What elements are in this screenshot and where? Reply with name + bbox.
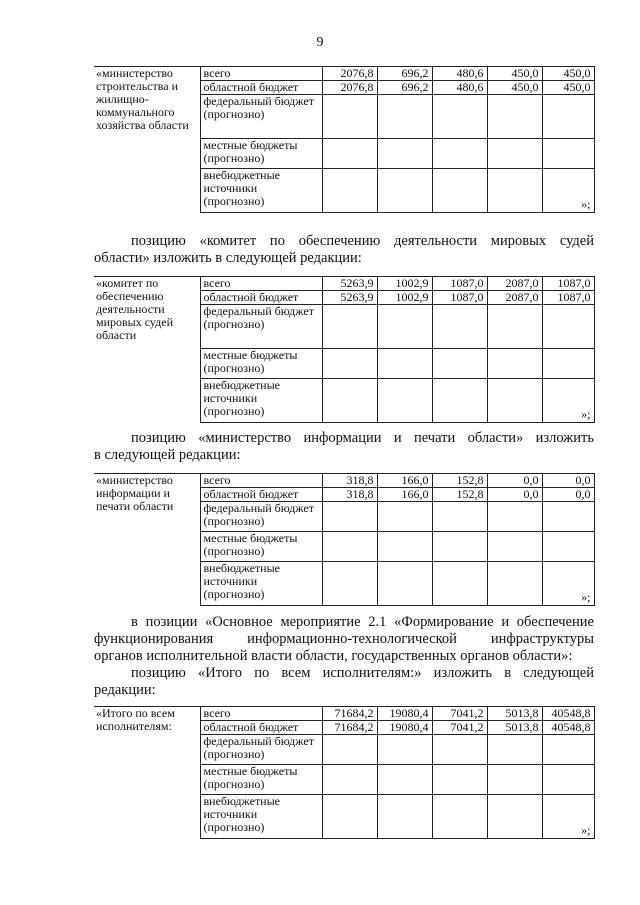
amount-cell — [432, 765, 487, 795]
funding-source-label: всего — [200, 67, 322, 81]
amount-cell — [322, 795, 377, 839]
amount-cell: 1087,0 — [542, 277, 594, 291]
amount-cell — [432, 795, 487, 839]
table-row — [94, 277, 594, 291]
paragraph-line — [94, 665, 594, 682]
paragraph-text: в позиции «Основное мероприятие 2.1 «Формирование и обеспечение — [131, 614, 594, 630]
paragraph-line: редакции: — [94, 682, 156, 698]
amount-cell: 166,0 — [377, 488, 432, 502]
amount-cell — [542, 532, 594, 562]
amount-cell — [542, 735, 594, 765]
closing-quote: »; — [581, 823, 591, 837]
amount-cell: 40548,8 — [542, 707, 594, 721]
funding-source-label: местные бюджеты (прогнозно) — [200, 139, 322, 169]
amount-cell: 7041,2 — [432, 707, 487, 721]
amount-cell: 2076,8 — [322, 67, 377, 81]
closing-quote: »; — [581, 590, 591, 604]
closing-quote: »; — [581, 407, 591, 421]
amount-cell — [487, 349, 542, 379]
amount-cell: 152,8 — [432, 474, 487, 488]
amount-cell — [487, 735, 542, 765]
funding-source-label: внебюджетные источники (прогнозно) — [200, 379, 322, 423]
amount-cell — [487, 305, 542, 349]
amount-cell — [432, 349, 487, 379]
amount-cell: 2076,8 — [322, 81, 377, 95]
budget-table-total — [94, 706, 595, 839]
funding-source-label: областной бюджет — [200, 81, 322, 95]
amount-cell: 1087,0 — [432, 291, 487, 305]
closing-quote: »; — [581, 197, 591, 211]
amount-cell: 450,0 — [542, 81, 594, 95]
amount-cell: 152,8 — [432, 488, 487, 502]
amount-cell: 0,0 — [542, 474, 594, 488]
amount-cell — [377, 305, 432, 349]
funding-source-label: внебюджетные источники (прогнозно) — [200, 795, 322, 839]
funding-source-label: областной бюджет — [200, 721, 322, 735]
amount-cell — [487, 502, 542, 532]
amount-cell — [322, 532, 377, 562]
paragraph-line: в следующей редакции: — [94, 447, 241, 463]
paragraph-judges-intro — [94, 233, 594, 267]
amount-cell — [377, 379, 432, 423]
amount-cell: 71684,2 — [322, 707, 377, 721]
amount-cell — [322, 169, 377, 213]
amount-cell — [377, 765, 432, 795]
table-row — [94, 707, 594, 721]
amount-cell: 166,0 — [377, 474, 432, 488]
funding-source-label: внебюджетные источники (прогнозно) — [200, 562, 322, 606]
paragraph-main-activity — [94, 614, 594, 665]
amount-cell — [322, 735, 377, 765]
amount-cell — [487, 95, 542, 139]
amount-cell — [322, 765, 377, 795]
amount-cell — [542, 169, 594, 213]
amount-cell — [377, 169, 432, 213]
amount-cell — [322, 349, 377, 379]
amount-cell: 5263,9 — [322, 277, 377, 291]
funding-source-label: федеральный бюджет (прогнозно) — [200, 305, 322, 349]
paragraph-text: позицию «министерство информации и печати области» изложить — [131, 430, 594, 446]
amount-cell: 19080,4 — [377, 707, 432, 721]
amount-cell — [322, 502, 377, 532]
table-row — [94, 474, 594, 488]
amount-cell — [432, 139, 487, 169]
amount-cell — [487, 379, 542, 423]
amount-cell — [542, 765, 594, 795]
amount-cell — [487, 562, 542, 606]
budget-table-information — [94, 473, 595, 606]
amount-cell — [487, 139, 542, 169]
paragraph-text: позицию «комитет по обеспечению деятельности мировых судей — [131, 233, 594, 249]
amount-cell: 0,0 — [487, 474, 542, 488]
amount-cell: 2087,0 — [487, 277, 542, 291]
budget-table-judges — [94, 276, 595, 423]
amount-cell — [377, 95, 432, 139]
amount-cell — [432, 532, 487, 562]
amount-cell — [542, 139, 594, 169]
amount-cell: 318,8 — [322, 474, 377, 488]
amount-cell — [377, 139, 432, 169]
amount-cell — [377, 735, 432, 765]
amount-cell: 450,0 — [487, 67, 542, 81]
amount-cell: 450,0 — [542, 67, 594, 81]
amount-cell — [322, 562, 377, 606]
amount-cell: 318,8 — [322, 488, 377, 502]
amount-cell — [432, 169, 487, 213]
amount-cell — [487, 765, 542, 795]
amount-cell — [487, 169, 542, 213]
paragraph-information-intro — [94, 430, 594, 464]
funding-source-label: местные бюджеты (прогнозно) — [200, 349, 322, 379]
amount-cell: 0,0 — [542, 488, 594, 502]
funding-source-label: областной бюджет — [200, 488, 322, 502]
page-number: 9 — [316, 35, 324, 50]
executor-cell: «министерство информации и печати области — [94, 474, 200, 606]
executor-cell: «комитет по обеспечению деятельности мировых судей области — [94, 277, 200, 423]
funding-source-label: местные бюджеты (прогнозно) — [200, 532, 322, 562]
amount-cell — [432, 305, 487, 349]
amount-cell — [542, 305, 594, 349]
amount-cell — [542, 95, 594, 139]
amount-cell — [377, 562, 432, 606]
paragraph-line — [94, 233, 594, 250]
amount-cell: 71684,2 — [322, 721, 377, 735]
amount-cell: 2087,0 — [487, 291, 542, 305]
amount-cell: 1087,0 — [432, 277, 487, 291]
amount-cell: 696,2 — [377, 81, 432, 95]
amount-cell — [542, 502, 594, 532]
paragraph-line: органов исполнительной власти области, государственных органов области»: — [94, 648, 573, 664]
amount-cell — [542, 562, 594, 606]
amount-cell: 0,0 — [487, 488, 542, 502]
budget-table-construction — [94, 66, 595, 213]
amount-cell — [487, 795, 542, 839]
amount-cell: 7041,2 — [432, 721, 487, 735]
amount-cell: 5013,8 — [487, 721, 542, 735]
amount-cell: 450,0 — [487, 81, 542, 95]
paragraph-text: позицию «Итого по всем исполнителям:» изложить в следующей — [131, 665, 594, 681]
amount-cell — [542, 795, 594, 839]
paragraph-line — [94, 430, 594, 447]
amount-cell: 1002,9 — [377, 291, 432, 305]
amount-cell: 40548,8 — [542, 721, 594, 735]
paragraph-total-intro — [94, 665, 594, 699]
amount-cell — [432, 95, 487, 139]
paragraph-line: функционирования информационно-технологической инфраструктуры — [94, 631, 594, 647]
amount-cell: 1002,9 — [377, 277, 432, 291]
table-row — [94, 67, 594, 81]
amount-cell: 1087,0 — [542, 291, 594, 305]
amount-cell — [322, 139, 377, 169]
amount-cell — [542, 349, 594, 379]
executor-cell: «министерство строительства и жилищно-коммунального хозяйства области — [94, 67, 200, 213]
amount-cell — [432, 502, 487, 532]
paragraph-line: области» изложить в следующей редакции: — [94, 250, 362, 266]
amount-cell: 480,6 — [432, 67, 487, 81]
amount-cell — [377, 795, 432, 839]
amount-cell — [542, 379, 594, 423]
funding-source-label: федеральный бюджет (прогнозно) — [200, 735, 322, 765]
amount-cell — [432, 735, 487, 765]
funding-source-label: всего — [200, 474, 322, 488]
funding-source-label: областной бюджет — [200, 291, 322, 305]
funding-source-label: внебюджетные источники (прогнозно) — [200, 169, 322, 213]
amount-cell — [322, 379, 377, 423]
amount-cell: 696,2 — [377, 67, 432, 81]
funding-source-label: федеральный бюджет (прогнозно) — [200, 502, 322, 532]
funding-source-label: всего — [200, 707, 322, 721]
amount-cell: 480,6 — [432, 81, 487, 95]
executor-cell: «Итого по всем исполнителям: — [94, 707, 200, 839]
amount-cell — [432, 379, 487, 423]
amount-cell — [322, 305, 377, 349]
amount-cell — [377, 502, 432, 532]
funding-source-label: местные бюджеты (прогнозно) — [200, 765, 322, 795]
amount-cell — [322, 95, 377, 139]
funding-source-label: всего — [200, 277, 322, 291]
paragraph-line — [94, 614, 594, 631]
amount-cell: 5263,9 — [322, 291, 377, 305]
amount-cell — [377, 532, 432, 562]
amount-cell — [377, 349, 432, 379]
amount-cell — [432, 562, 487, 606]
amount-cell — [487, 532, 542, 562]
funding-source-label: федеральный бюджет (прогнозно) — [200, 95, 322, 139]
amount-cell: 5013,8 — [487, 707, 542, 721]
amount-cell: 19080,4 — [377, 721, 432, 735]
